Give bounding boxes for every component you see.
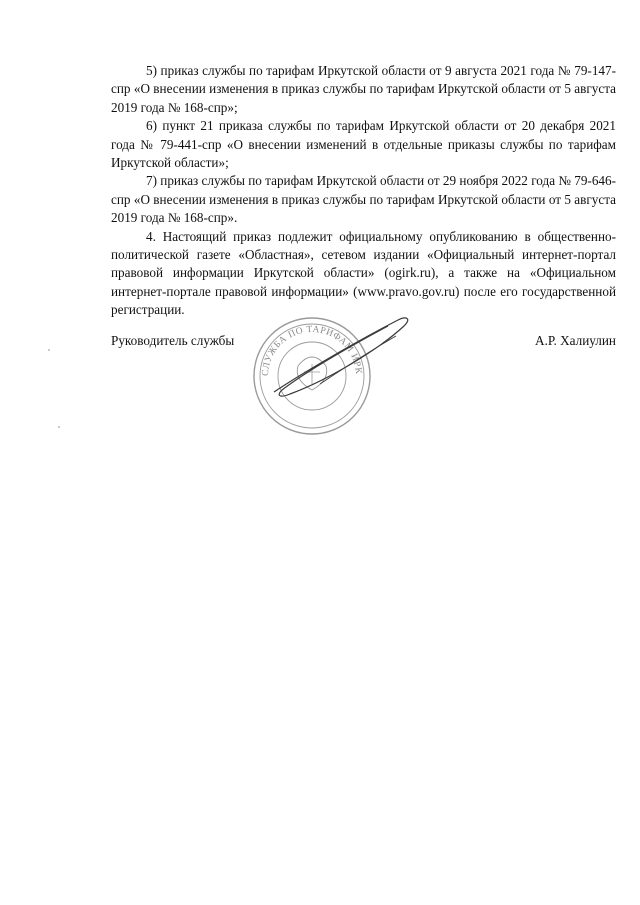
signatory-position: Руководитель службы <box>111 333 235 348</box>
signature-block <box>111 333 616 353</box>
paragraph-item-7: 7) приказ службы по тарифам Иркутской области от 29 ноября 2022 года № 79-646-спр «О внесении изменения в приказ службы по тарифам Иркутской области от 5 августа 2019 года № 168-спр». <box>111 173 616 226</box>
document-body <box>111 62 616 320</box>
scan-speck <box>48 349 50 351</box>
scan-speck <box>58 426 60 428</box>
official-stamp <box>224 299 418 446</box>
paragraph-publication: 4. Настоящий приказ подлежит официальному опубликованию в общественно-политической газете «Областная», сетевом издании «Официальный интернет-портал правовой информации Иркутской области» (ogirk.ru), а также на «Официальном интернет-портале правовой информации» (www.pravo.gov.ru) после его государственной регистрации. <box>111 228 616 318</box>
paragraph-item-6: 6) пункт 21 приказа службы по тарифам Иркутской области от 20 декабря 2021 года № 79-441-спр «О внесении изменений в отдельные приказы службы по тарифам Иркутской области»; <box>111 118 616 171</box>
signatory-name: А.Р. Халиулин <box>535 333 616 348</box>
paragraph-item-5: 5) приказ службы по тарифам Иркутской области от 9 августа 2021 года № 79-147-спр «О внесении изменения в приказ службы по тарифам Иркутской области от 5 августа 2019 года № 168-спр»; <box>111 63 616 115</box>
stamp-seal-graphic <box>224 299 418 446</box>
stamp-text: СЛУЖБА ПО ТАРИФАМ ИРКУТСКОЙ ОБЛАСТИ <box>224 299 364 377</box>
